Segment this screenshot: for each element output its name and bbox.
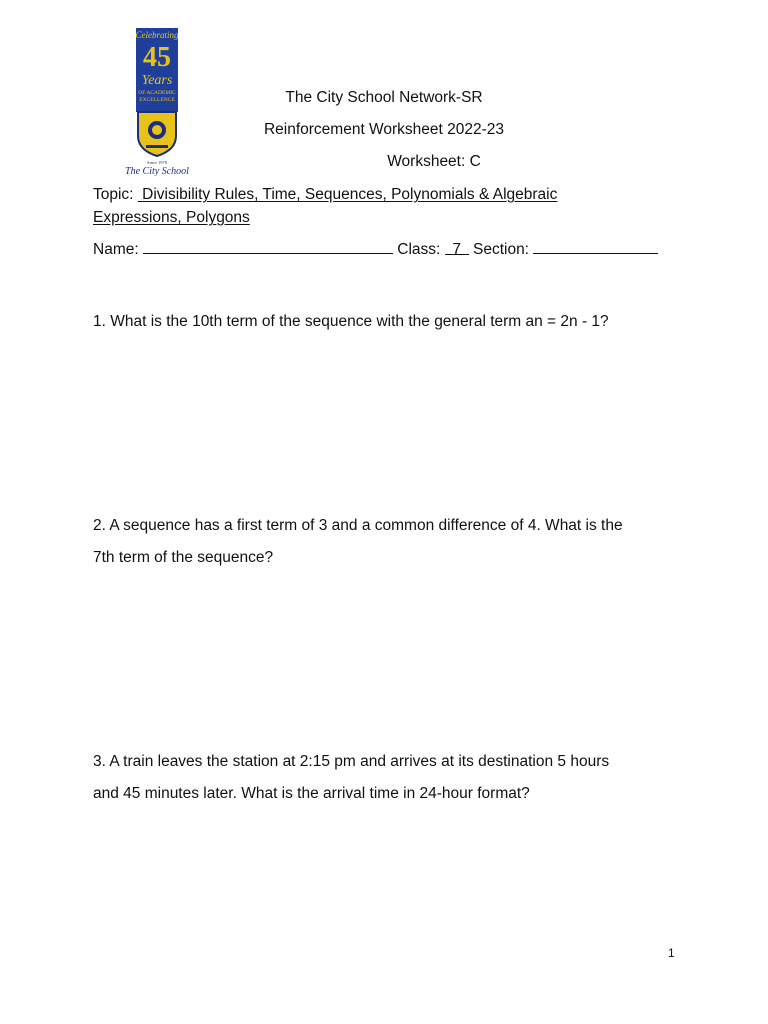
question-2-line-1: 2. A sequence has a first term of 3 and a common difference of 4. What is the <box>93 517 623 534</box>
logo-years: Years <box>141 73 173 88</box>
topic-value-line-1: Divisibility Rules, Time, Sequences, Polynomials & Algebraic <box>142 186 558 203</box>
name-label: Name: <box>93 241 139 258</box>
topic-line-2 <box>93 207 250 229</box>
section-blank-field[interactable] <box>533 238 658 254</box>
name-blank-field[interactable] <box>143 238 393 254</box>
topic-label: Topic: <box>93 186 134 203</box>
question-3-line-2: and 45 minutes later. What is the arrival time in 24-hour format? <box>93 785 530 802</box>
logo-number: 45 <box>143 42 171 73</box>
question-2-line-2: 7th term of the sequence? <box>93 549 274 566</box>
topic-line-1 <box>93 184 557 206</box>
class-label: Class: <box>397 241 441 258</box>
section-label: Section: <box>472 241 529 258</box>
worksheet-label: Worksheet: C <box>387 153 481 170</box>
logo-school-name: The City School <box>125 166 189 176</box>
question-1 <box>93 306 678 338</box>
student-info-line <box>93 238 658 261</box>
question-2 <box>93 510 678 574</box>
question-3 <box>93 746 678 810</box>
logo-tagline-1: OF ACADEMIC <box>138 90 176 96</box>
topic-value-line-2: Expressions, Polygons <box>93 209 250 226</box>
worksheet-title: Reinforcement Worksheet 2022-23 <box>263 121 505 138</box>
question-3-line-1: 3. A train leaves the station at 2:15 pm and arrives at its destination 5 hours <box>93 753 610 770</box>
network-title: The City School Network-SR <box>285 89 483 106</box>
class-value: 7 <box>445 239 469 255</box>
page-number: 1 <box>668 946 675 960</box>
logo-top-script: Celebrating <box>135 30 179 40</box>
logo-tagline-2: EXCELLENCE <box>139 97 175 103</box>
question-1-line-1: 1. What is the 10th term of the sequence with the general term an = 2n - 1? <box>93 313 609 330</box>
logo-since: Since 1978 <box>146 160 168 165</box>
